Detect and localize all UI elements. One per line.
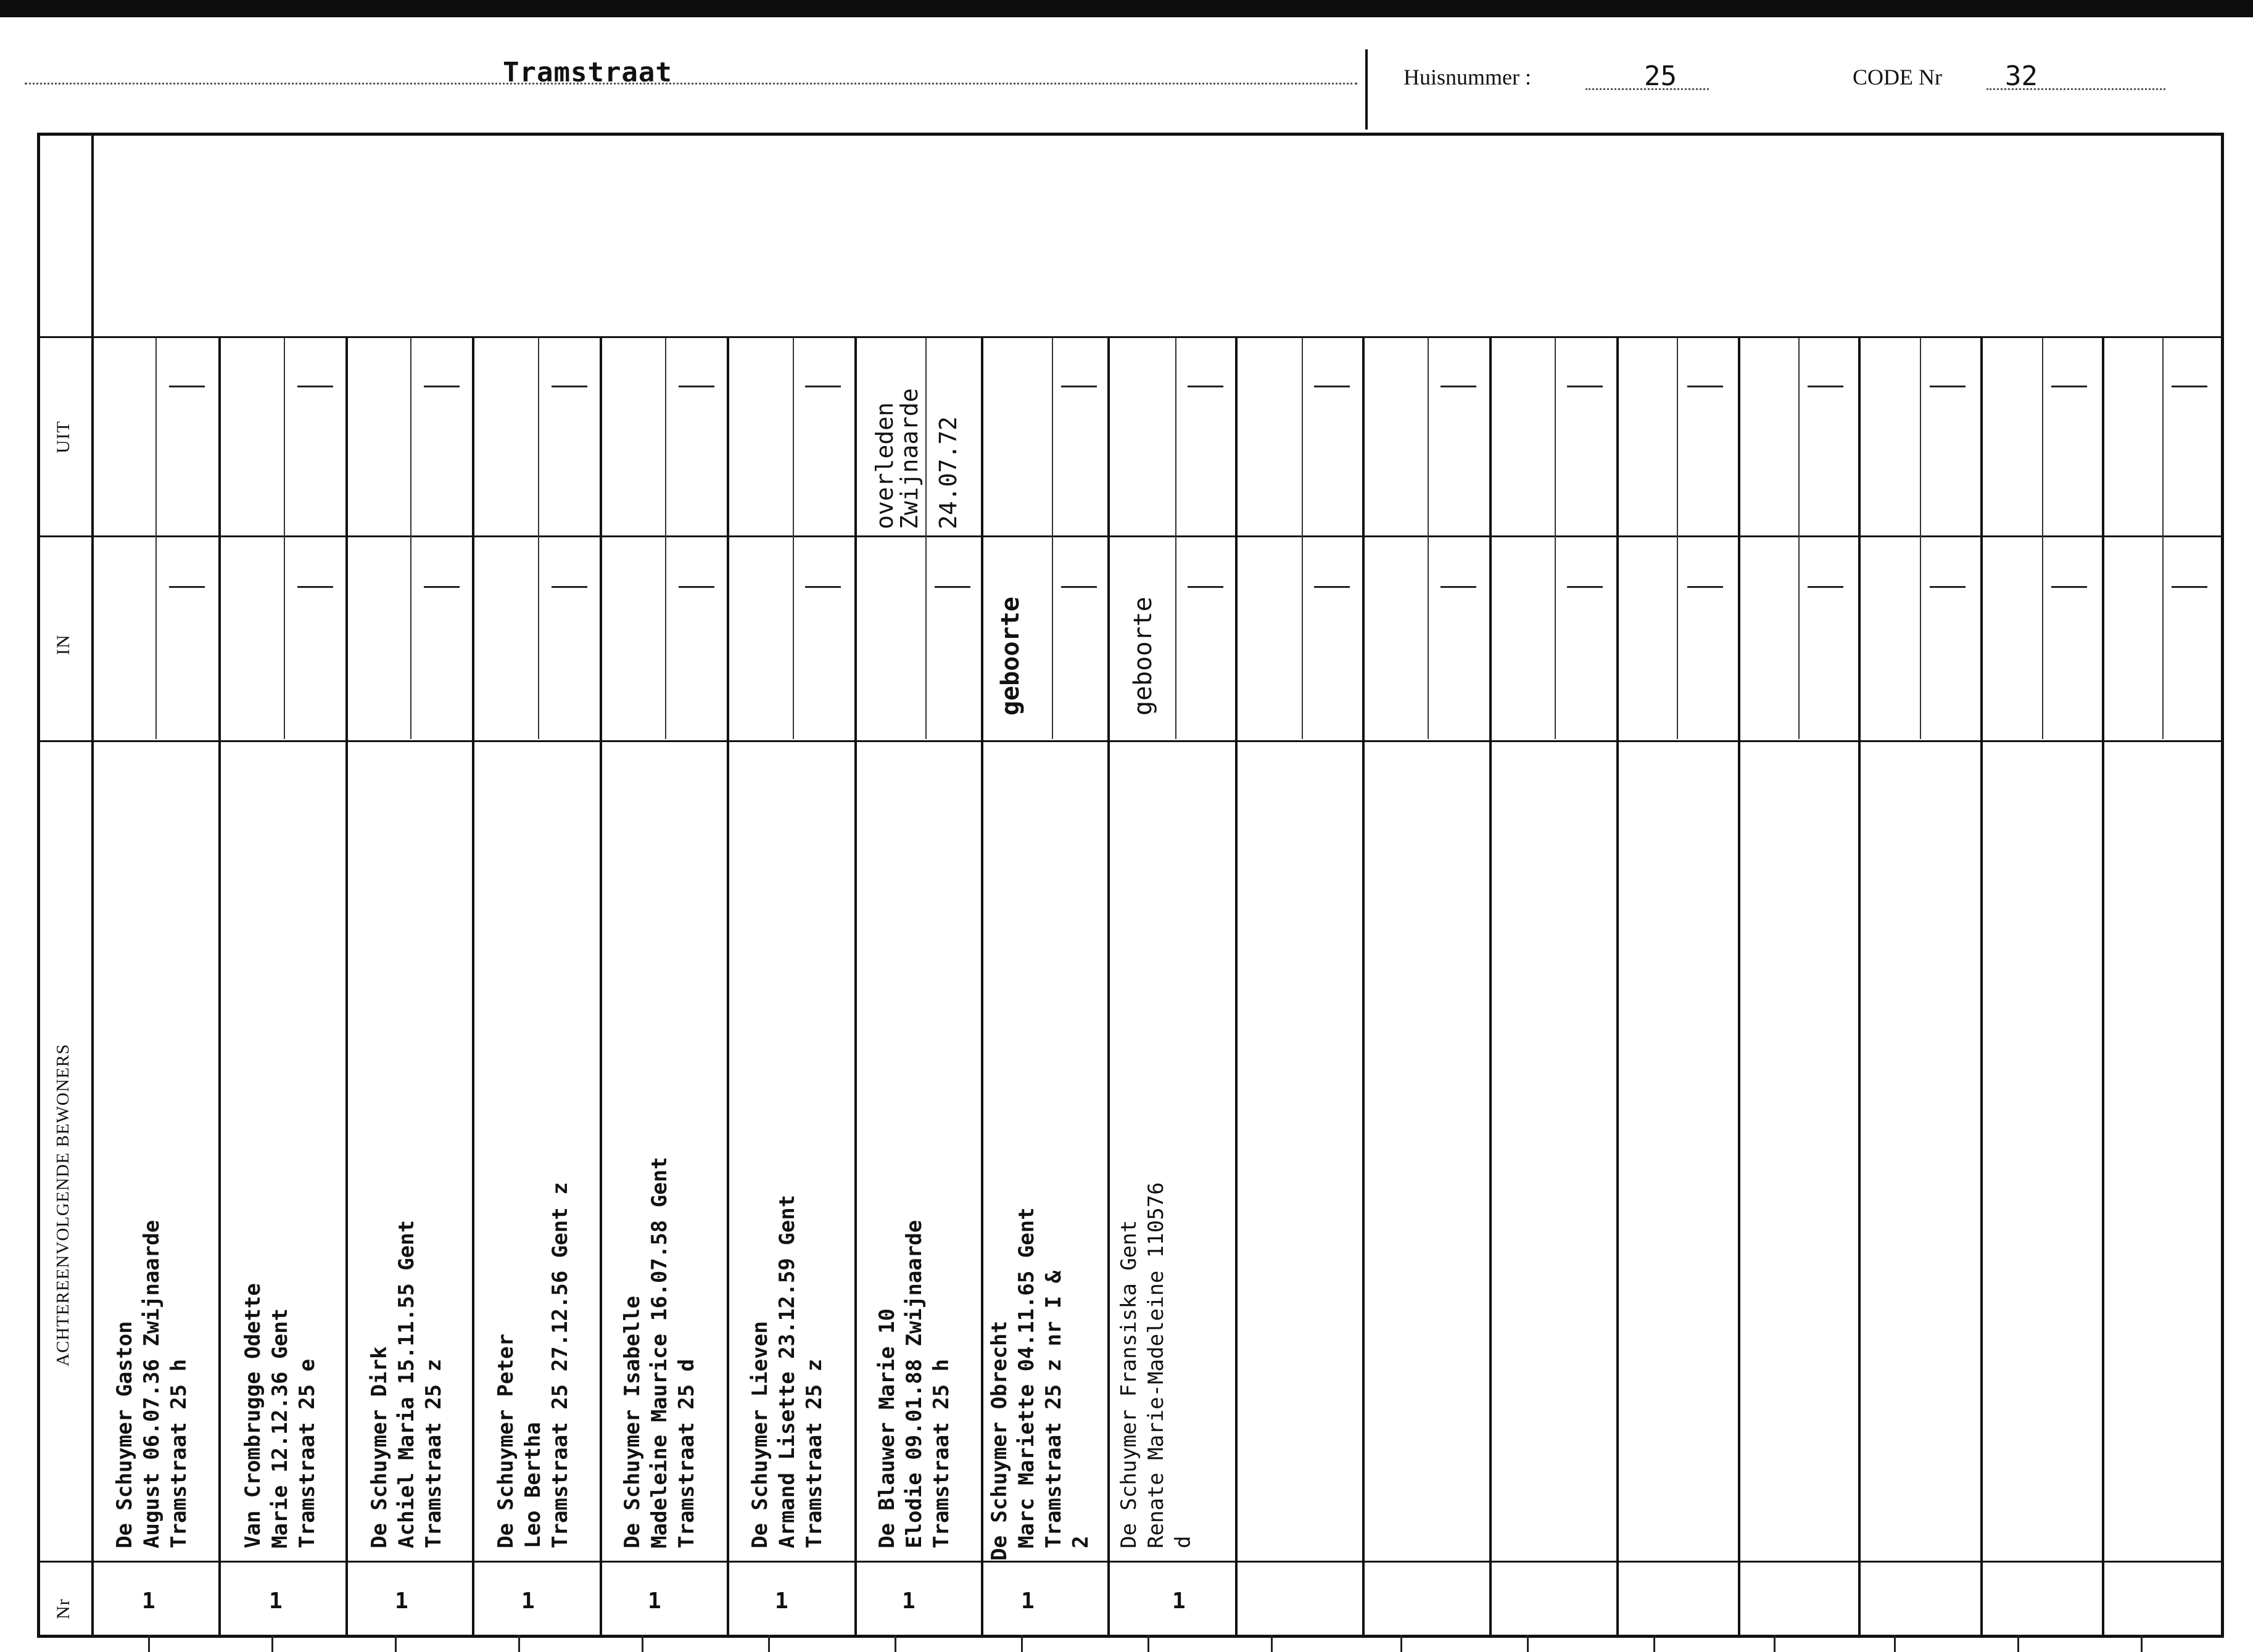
- resident-2-nr: 1: [269, 1588, 283, 1614]
- street-name: Tramstraat: [503, 57, 672, 88]
- resident-2-line-2: Marie 12.12.36 Gent: [268, 1308, 292, 1548]
- resident-2-line-1: Van Crombrugge Odette: [241, 1283, 265, 1548]
- resident-1-line-1: De Schuymer Gaston: [112, 1321, 137, 1548]
- header-divider: [1365, 49, 1368, 130]
- code-label: CODE Nr: [1853, 65, 1942, 89]
- in-residents-line: [37, 740, 2224, 742]
- resident-9-nr: 1: [1172, 1588, 1186, 1614]
- house-number-label: Huisnummer :: [1403, 65, 1531, 89]
- resident-7-line-1: De Blauwer Marie 10: [875, 1308, 899, 1548]
- resident-8-line-1: De Schuymer Obrecht: [987, 1321, 1012, 1561]
- resident-4-line-2: Leo Bertha: [521, 1422, 545, 1548]
- resident-4-nr: 1: [521, 1588, 535, 1614]
- house-number: 25: [1644, 60, 1677, 92]
- resident-7-line-2: Elodie 09.01.88 Zwijnaarde: [902, 1220, 927, 1548]
- resident-5-nr: 1: [648, 1588, 661, 1614]
- resident-9-in-text: geboorte: [1129, 597, 1157, 716]
- resident-3-line-2: Achiel Maria 15.11.55 Gent: [394, 1220, 419, 1548]
- resident-1-nr: 1: [142, 1588, 155, 1614]
- resident-8-line-4: 2: [1069, 1535, 1093, 1548]
- resident-8-line-3: Tramstraat 25 z nr I &: [1041, 1270, 1066, 1548]
- scan-top-border: [0, 0, 2253, 17]
- resident-8-nr: 1: [1021, 1588, 1035, 1614]
- label-column-divider: [91, 133, 94, 1638]
- uit-label: UIT: [53, 421, 73, 453]
- resident-9-line-3: d: [1171, 1535, 1196, 1548]
- uit-in-line: [37, 535, 2224, 537]
- resident-7-nr: 1: [902, 1588, 916, 1614]
- resident-5-line-1: De Schuymer Isabelle: [620, 1295, 645, 1548]
- resident-3-nr: 1: [395, 1588, 408, 1614]
- resident-7-uit-line-2: Zwijnaarde: [896, 388, 923, 529]
- resident-3-line-1: De Schuymer Dirk: [367, 1346, 392, 1548]
- residents-nr-line: [37, 1561, 2224, 1563]
- resident-4-line-1: De Schuymer Peter: [494, 1334, 518, 1548]
- resident-7-uit-line-1: overleden: [871, 402, 898, 529]
- resident-6-line-2: Armand Lisette 23.12.59 Gent: [775, 1194, 800, 1548]
- resident-8-in-text: geboorte: [996, 597, 1025, 716]
- resident-5-line-3: Tramstraat 25 d: [674, 1358, 699, 1548]
- resident-9-line-1: De Schuymer Fransiska Gent: [1117, 1220, 1141, 1548]
- residents-label: ACHTEREENVOLGENDE BEWONERS: [53, 1044, 73, 1366]
- resident-9-line-2: Renate Marie-Madeleine 110576: [1144, 1182, 1168, 1548]
- in-label: IN: [53, 634, 73, 655]
- resident-8-line-2: Marc Mariette 04.11.65 Gent: [1014, 1207, 1039, 1548]
- code-number: 32: [2005, 60, 2038, 92]
- resident-6-line-3: Tramstraat 25 z: [802, 1358, 827, 1548]
- resident-2-line-3: Tramstraat 25 e: [295, 1358, 320, 1548]
- resident-3-line-3: Tramstraat 25 z: [421, 1358, 446, 1548]
- resident-1-line-2: August 06.07.36 Zwijnaarde: [139, 1220, 164, 1548]
- resident-7-line-3: Tramstraat 25 h: [929, 1358, 954, 1548]
- resident-4-line-3: Tramstraat 25 27.12.56 Gent z: [548, 1182, 573, 1548]
- resident-7-uit-line-3: 24.07.72: [935, 416, 962, 529]
- resident-5-line-2: Madeleine Maurice 16.07.58 Gent: [647, 1157, 672, 1548]
- nr-label: Nr: [53, 1598, 73, 1619]
- resident-6-line-1: De Schuymer Lieven: [748, 1321, 772, 1548]
- street-dotted-line: [25, 83, 1357, 85]
- uit-top-line: [37, 336, 93, 338]
- resident-6-nr: 1: [775, 1588, 788, 1614]
- resident-1-line-3: Tramstraat 25 h: [167, 1358, 191, 1548]
